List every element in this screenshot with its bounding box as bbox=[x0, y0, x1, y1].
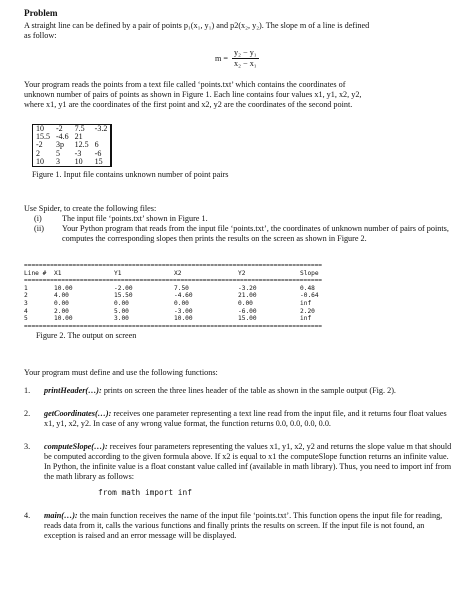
input-file-box bbox=[32, 124, 112, 167]
function-item bbox=[24, 442, 454, 482]
slope-formula bbox=[215, 48, 259, 69]
formula-numerator: y₂ − y₁ bbox=[234, 48, 257, 57]
function-name: printHeader(…): bbox=[44, 386, 102, 395]
header-x1: X1 bbox=[54, 269, 62, 277]
function-item bbox=[24, 386, 454, 396]
output-row bbox=[24, 285, 454, 293]
output-cell: 4 bbox=[24, 307, 28, 315]
formula-fraction bbox=[232, 48, 259, 69]
input-cell: -3.2 bbox=[92, 125, 111, 133]
output-cell: -3.20 bbox=[238, 284, 257, 292]
spider-intro: Use Spider, to create the following files: bbox=[24, 204, 157, 213]
input-cell: 10 bbox=[36, 124, 44, 133]
output-rows bbox=[24, 285, 454, 323]
output-cell: 0.00 bbox=[238, 299, 253, 307]
output-cell: -6.00 bbox=[238, 307, 257, 315]
header-y2: Y2 bbox=[238, 269, 246, 277]
intro-line: as follow: bbox=[24, 31, 57, 40]
output-cell: 1 bbox=[24, 284, 28, 292]
function-number: 4. bbox=[24, 511, 31, 520]
output-cell: inf bbox=[300, 315, 312, 323]
function-number: 2. bbox=[24, 409, 31, 418]
output-row bbox=[24, 315, 454, 323]
input-cell: 15 bbox=[92, 158, 111, 166]
input-cell: 10 bbox=[74, 156, 83, 166]
output-cell: 21.00 bbox=[238, 292, 257, 300]
input-cell: 15.5 bbox=[36, 132, 50, 142]
input-row bbox=[33, 158, 111, 166]
output-cell: 15.00 bbox=[238, 315, 257, 323]
input-cell: -2 bbox=[36, 140, 43, 150]
input-cell: 3 bbox=[56, 156, 60, 166]
input-cell: -4.6 bbox=[56, 132, 69, 142]
input-cell: -2 bbox=[56, 124, 63, 133]
figure-1 bbox=[32, 124, 228, 180]
output-cell: 2 bbox=[24, 292, 28, 300]
output-cell: inf bbox=[300, 299, 312, 307]
output-header bbox=[24, 270, 454, 278]
output-cell: 3 bbox=[24, 299, 28, 307]
header-x2: X2 bbox=[174, 269, 182, 277]
function-text bbox=[44, 409, 454, 429]
function-item bbox=[24, 511, 454, 541]
intro-paragraph bbox=[24, 21, 454, 41]
output-cell: 4.00 bbox=[54, 292, 69, 300]
step-label: (ii) bbox=[34, 224, 45, 233]
step-text: Your Python program that reads from the input file ‘points.txt’, the coordinates of unknown number of pairs of points, computes the corresponding slopes then prints the results on the screen as shown in Figure 2. bbox=[62, 224, 449, 243]
output-cell: 5 bbox=[24, 315, 28, 323]
intro-line: A straight line can be defined by a pair of points p₁(x₁, y₁) and p2(x₂, y₂). The slope m of a line is defined bbox=[24, 21, 370, 30]
input-row bbox=[33, 133, 111, 141]
description-line: Your program reads the points from a text file called ‘points.txt’ which contains the coordinates of bbox=[24, 80, 346, 89]
function-name: computeSlope(…): bbox=[44, 442, 108, 451]
output-cell: 0.00 bbox=[54, 299, 69, 307]
output-cell: 0.00 bbox=[114, 299, 129, 307]
input-cell: 5 bbox=[56, 148, 60, 158]
output-cell: 2.20 bbox=[300, 307, 315, 315]
figure-2-terminal bbox=[24, 262, 454, 341]
output-cell: 5.00 bbox=[114, 307, 129, 315]
step-text: The input file ‘points.txt’ shown in Figure 1. bbox=[62, 214, 208, 223]
input-cell: 6 bbox=[92, 141, 111, 149]
output-row bbox=[24, 308, 454, 316]
input-cell: 7.5 bbox=[74, 124, 85, 133]
function-text bbox=[44, 511, 454, 541]
output-rule: ================================================================================ bbox=[24, 262, 323, 269]
output-cell: 10.00 bbox=[54, 315, 73, 323]
output-cell: 0.00 bbox=[174, 299, 189, 307]
output-cell: -0.64 bbox=[300, 292, 319, 300]
input-cell: 12.5 bbox=[74, 140, 89, 150]
output-cell: 0.48 bbox=[300, 284, 315, 292]
function-name: main(…): bbox=[44, 511, 78, 520]
function-number: 3. bbox=[24, 442, 31, 451]
function-desc: receives one parameter representing a text line read from the input file, and it returns four float values x1, y1, x2, y2. In case of any wrong value format, the function returns 0.0, 0.0, 0.0, 0.0. bbox=[44, 409, 447, 428]
formula-denominator: x₂ − x₁ bbox=[234, 59, 257, 68]
formula-lhs: m = bbox=[215, 53, 229, 63]
output-cell: -2.00 bbox=[114, 284, 133, 292]
output-cell: 10.00 bbox=[174, 315, 193, 323]
input-cell: 3p bbox=[56, 140, 64, 150]
input-cell: 21 bbox=[74, 132, 83, 142]
description-paragraph bbox=[24, 80, 456, 110]
header-slope: Slope bbox=[300, 269, 319, 277]
steps-list bbox=[34, 214, 454, 244]
output-cell: 15.50 bbox=[114, 292, 133, 300]
description-line: where x1, y1 are the coordinates of the first point and x2, y2 are the coordinates of the second point. bbox=[24, 100, 353, 109]
step-item bbox=[34, 224, 454, 244]
function-text bbox=[44, 386, 454, 396]
function-number: 1. bbox=[24, 386, 31, 395]
problem-heading: Problem bbox=[24, 8, 58, 18]
functions-intro: Your program must define and use the following functions: bbox=[24, 368, 218, 377]
output-cell: 3.00 bbox=[114, 315, 129, 323]
output-cell: -3.00 bbox=[174, 307, 193, 315]
functions-list bbox=[24, 386, 454, 541]
output-cell: -4.60 bbox=[174, 292, 193, 300]
step-label: (i) bbox=[34, 214, 42, 223]
function-item bbox=[24, 409, 454, 429]
output-cell: 2.00 bbox=[54, 307, 69, 315]
output-rule: ================================================================================ bbox=[24, 322, 323, 330]
output-row bbox=[24, 292, 454, 300]
output-cell: 10.00 bbox=[54, 284, 73, 292]
step-item bbox=[34, 214, 454, 224]
output-rule: ================================================================================ bbox=[24, 277, 323, 285]
output-row bbox=[24, 300, 454, 308]
function-name: getCoordinates(…): bbox=[44, 409, 112, 418]
input-cell: 2 bbox=[36, 148, 40, 158]
function-desc: the main function receives the name of the input file ‘points.txt’. This function opens the input file for reading, reads data from it, calls the various functions and finally prints the results on screen. If the input file is not found, an exception is raised and an error message will be displayed. bbox=[44, 511, 443, 540]
code-import-line: from math import inf bbox=[98, 488, 192, 497]
input-cell: 10 bbox=[36, 156, 44, 166]
function-desc: prints on screen the three lines header of the table as shown in the sample output (Fig. 2). bbox=[101, 386, 396, 395]
header-line-no: Line # bbox=[24, 269, 47, 277]
input-cell: -6 bbox=[92, 150, 111, 158]
header-y1: Y1 bbox=[114, 269, 122, 277]
figure-2-caption: Figure 2. The output on screen bbox=[36, 331, 137, 341]
output-cell: 7.50 bbox=[174, 284, 189, 292]
input-cell: -3 bbox=[74, 148, 82, 158]
figure-1-caption: Figure 1. Input file contains unknown number of point pairs bbox=[32, 170, 229, 180]
function-desc: receives four parameters representing the values x1, y1, x2, y2 and returns the slope value m that should be computed according to the given formula above. If x2 is equal to x1 the computeSlope function returns an infinite value. In Python, the infinite value is a float constant value called inf (available in math library). Thus, you need to import inf from the math library as follows: bbox=[44, 442, 452, 481]
function-text bbox=[44, 442, 454, 482]
description-line: unknown number of pairs of points as shown in Figure 1. Each line contains four values x1, y1, x2, y2, bbox=[24, 90, 362, 99]
input-file-table bbox=[33, 125, 111, 166]
